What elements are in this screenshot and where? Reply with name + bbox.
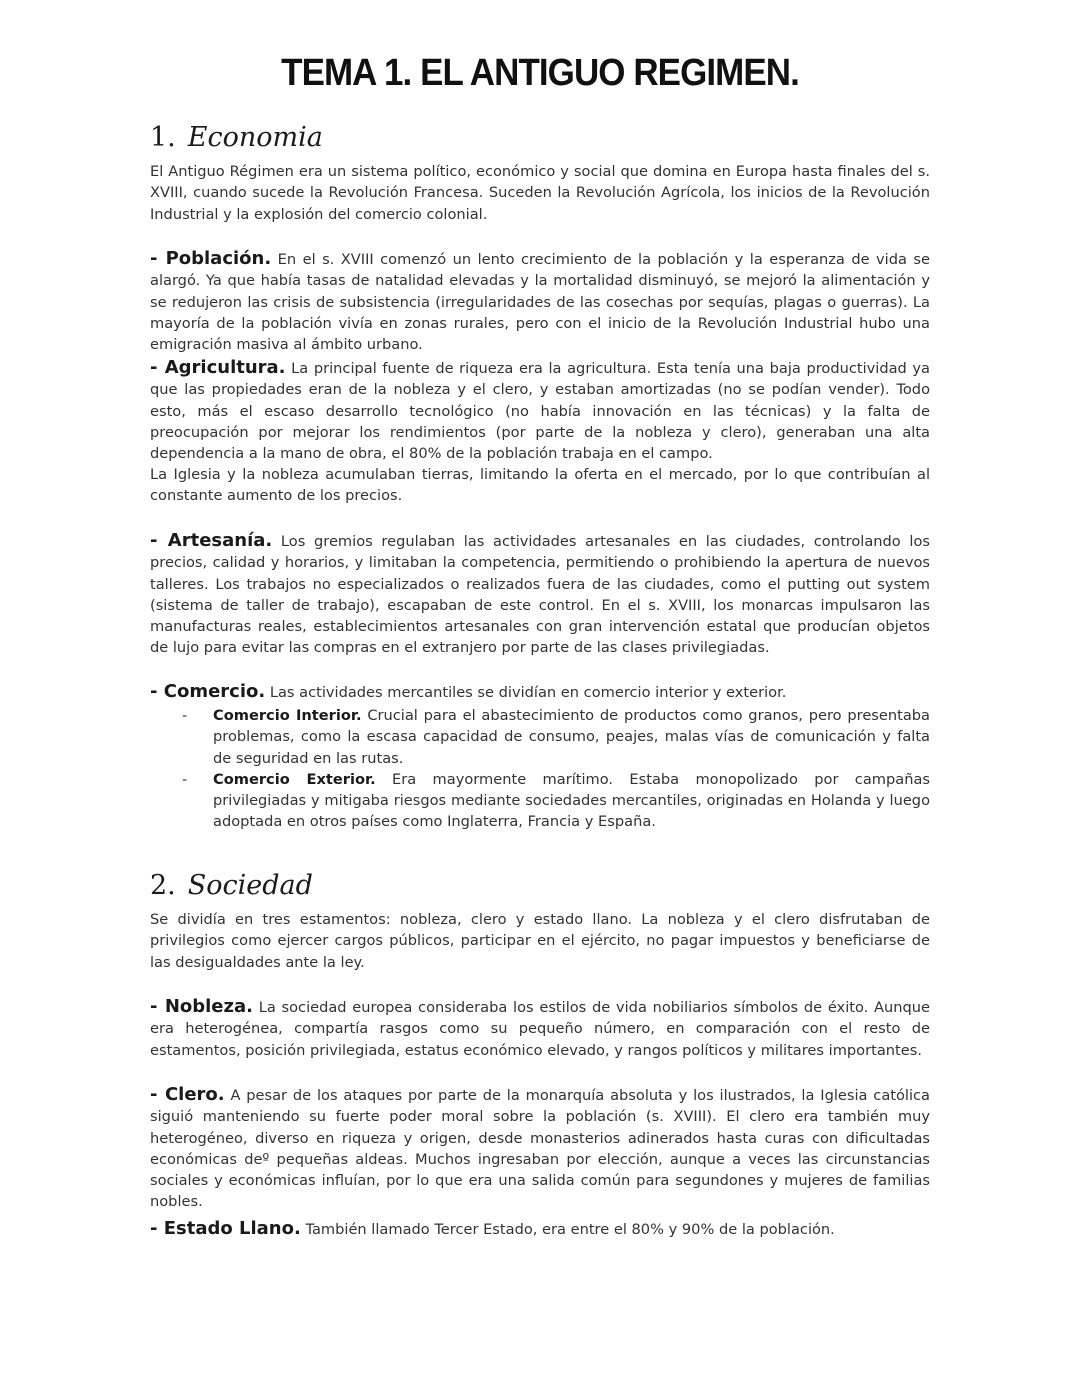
agricultura-paragraph [150, 357, 930, 464]
list-item-text: Crucial para el abastecimiento de productos como granos, pero presentaba problemas, como la escasa capacidad de consumo, peajes, malas vías de comunicación y falta de seguridad en las rutas. [213, 707, 930, 767]
section-number: 2. [150, 870, 176, 901]
nobleza-lead: - Nobleza. [150, 996, 253, 1017]
sociedad-intro: Se dividía en tres estamentos: nobleza, clero y estado llano. La nobleza y el clero disfrutaban de privilegios como ejercer cargos públicos, participar en el ejército, no pagar impuestos y beneficiarse de las desigualdades ante la ley. [150, 911, 930, 971]
comercio-text: Las actividades mercantiles se dividían en comercio interior y exterior. [265, 684, 787, 701]
list-item-term: Comercio Exterior. [213, 770, 376, 788]
poblacion-paragraph [150, 248, 930, 355]
comercio-paragraph [150, 681, 930, 703]
poblacion-lead: - Población. [150, 248, 272, 269]
estado-llano-lead: - Estado Llano. [150, 1218, 301, 1239]
comercio-list [150, 705, 930, 833]
nobleza-text: La sociedad europea consideraba los estilos de vida nobiliarios símbolos de éxito. Aunque era heterogénea, compartía rasgos como su pequeño número, en comparación con el resto de estamentos, posición privilegiada, estatus económico elevado, y rangos políticos y militares importantes. [150, 999, 930, 1059]
list-item-text: Era mayormente marítimo. Estaba monopolizado por campañas privilegiadas y mitigaba riesgos mediante sociedades mercantiles, originadas en Holanda y luego adoptada en otros países como Inglaterra, Francia y España. [213, 770, 930, 831]
section-title: Sociedad [187, 870, 313, 901]
agricultura-text: La principal fuente de riqueza era la agricultura. Esta tenía una baja productividad ya que las propiedades eran de la nobleza y el clero, y estaban amortizadas (no se podían vender). Todo esto, más el escaso desarrollo tecnológico (no había innovación en las técnicas) y la falta de preocupación por mejorar los rendimientos (por parte de la nobleza y clero), generaban una alta dependencia a la mano de obra, el 80% de la población trabaja en el campo. [150, 360, 931, 463]
clero-text: A pesar de los ataques por parte de la monarquía absoluta y los ilustrados, la Iglesia católica siguió manteniendo su fuerte poder moral sobre la población (s. XVIII). El clero era también muy heterogéneo, diverso en riqueza y origen, desde monasterios adinerados hasta curas con dificultadas económicas deº pequeñas aldeas. Muchos ingresaban por elección, aunque a veces las circunstancias sociales y económicas influían, por lo que era una salida común para segundones y mujeres de familias nobles. [150, 1087, 930, 1211]
artesania-lead: - Artesanía. [150, 530, 273, 551]
economia-intro: El Antiguo Régimen era un sistema político, económico y social que domina en Europa hasta finales del s. XVIII, cuando sucede la Revolución Francesa. Suceden la Revolución Agrícola, los inicios de la Revolución Industrial y la explosión del comercio colonial. [150, 163, 930, 223]
comercio-lead: - Comercio. [150, 681, 266, 702]
artesania-text: Los gremios regulaban las actividades artesanales en las ciudades, controlando los precios, calidad y horarios, y limitaban la competencia, permitiendo o prohibiendo la apertura de nuevos talleres. Los trabajos no especializados o realizados fuera de las ciudades, como el putting out system (sistema de taller de trabajo), escapaban de este control. En el s. XVIII, los monarcas impulsaron las manufacturas reales, establecimientos artesanales con gran intervención estatal que producían objetos de lujo para evitar las compras en el extranjero por parte de las clases privilegiadas. [150, 533, 931, 657]
section-title: Economia [187, 122, 323, 153]
section-number: 1. [150, 122, 176, 153]
agricultura-lead: - Agricultura. [150, 357, 286, 378]
list-item [150, 705, 930, 769]
clero-lead: - Clero. [150, 1084, 225, 1105]
list-bullet: - [182, 770, 188, 788]
nobleza-paragraph [150, 996, 930, 1061]
list-item [150, 769, 930, 833]
estado-llano-text: También llamado Tercer Estado, era entre el 80% y 90% de la población. [300, 1221, 835, 1238]
estado-llano-paragraph [150, 1218, 930, 1240]
poblacion-text: En el s. XVIII comenzó un lento crecimiento de la población y la esperanza de vida se alargó. Ya que había tasas de natalidad elevadas y la mortalidad disminuyó, se mejoró la alimentación y se redujeron las crisis de subsistencia (irregularidades de las cosechas por sequías, plagas o guerras). La mayoría de la población vivía en zonas rurales, pero con el inicio de la Revolución Industrial hubo una emigración masiva al ámbito urbano. [150, 251, 930, 354]
page-title: TEMA 1. EL ANTIGUO REGIMEN. [281, 52, 799, 94]
artesania-paragraph [150, 530, 930, 659]
section-heading-economia [150, 122, 323, 153]
list-item-term: Comercio Interior. [213, 707, 362, 724]
clero-paragraph [150, 1084, 930, 1213]
agricultura-paragraph-2: La Iglesia y la nobleza acumulaban tierras, limitando la oferta en el mercado, por lo que contribuían al constante aumento de los precios. [150, 466, 930, 505]
section-heading-sociedad [150, 870, 313, 901]
list-bullet: - [182, 707, 188, 724]
